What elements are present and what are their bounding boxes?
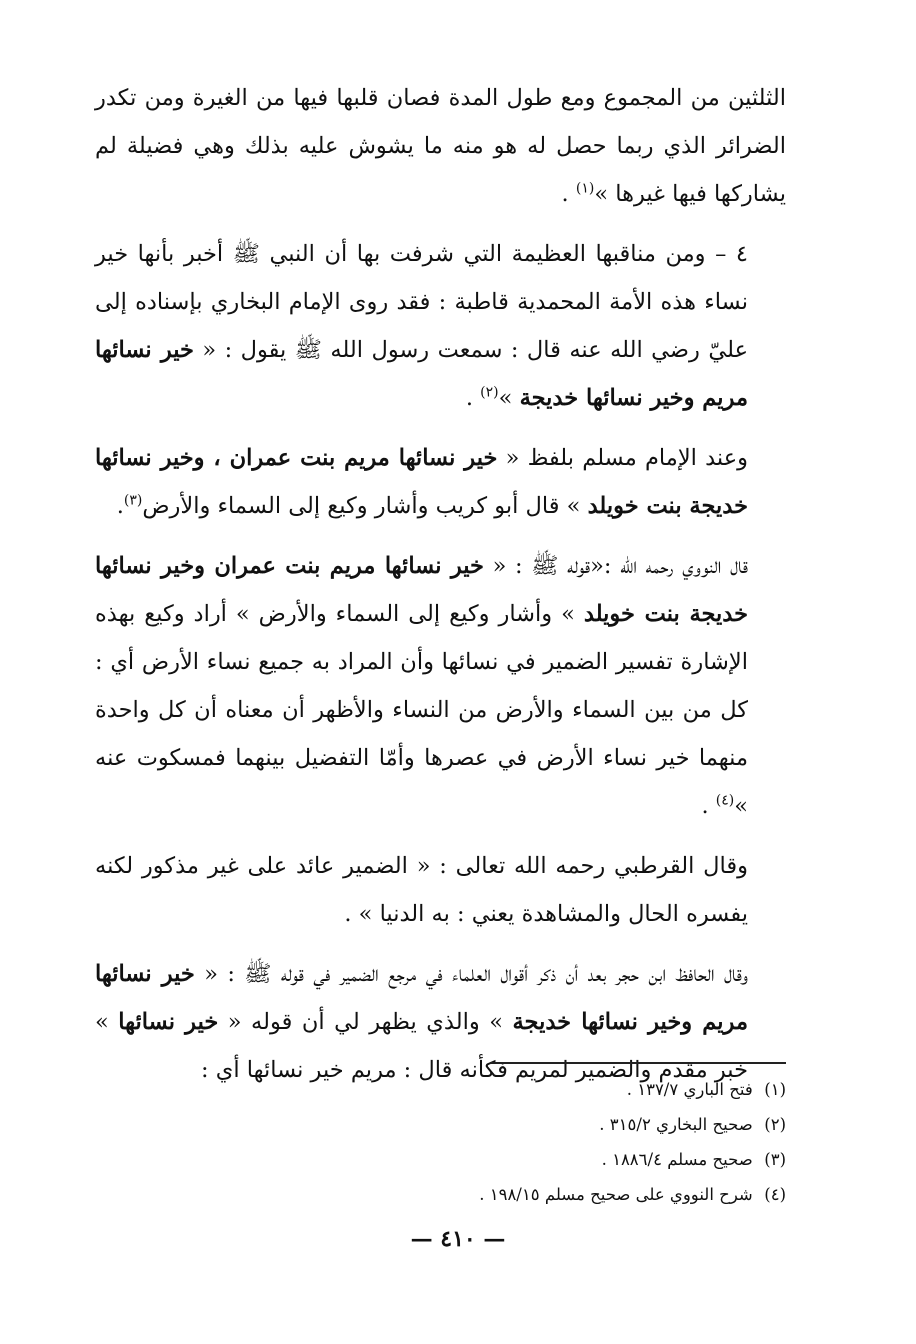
hadith-quote: خير نسائها مريم وخير نسائها خديجة (95, 961, 748, 1035)
text-run: . (701, 793, 716, 819)
footnote-text: صحيح مسلم ١٨٨٦/٤ . (601, 1150, 753, 1169)
footnote-1 (400, 1072, 786, 1107)
page-body (95, 74, 786, 1094)
footnote-3 (400, 1142, 786, 1177)
hadith-quote: خير نسائها مريم وخير نسائها خديجة (95, 337, 748, 411)
page-number: — ٤١٠ — (410, 1226, 506, 1252)
text-run: » والذي يظهر لي أن قوله « (218, 1009, 513, 1035)
text-run: وعند الإمام مسلم بلفظ « (497, 445, 748, 471)
footnote-text: شرح النووي على صحيح مسلم ١٩٨/١٥ . (479, 1185, 753, 1204)
text-run: » (498, 385, 520, 411)
footnote-reference: (٤) (715, 792, 735, 809)
paragraph-muslim-narration (95, 434, 786, 530)
text-run: ٤ – ومن مناقبها العظيمة التي شرفت بها أن النبي ﷺ أخبر بأنها خير نساء هذه الأمة المحمدية قاطبة : فقد روى الإمام البخاري بإسناده إلى عليّ رضي الله عنه قال : سمعت رسول الله ﷺ يقول : « (95, 241, 748, 363)
hadith-quote: خير نسائها مريم بنت عمران وخير نسائها خديجة بنت خويلد (95, 553, 749, 627)
text-run: . (561, 181, 576, 207)
text-run: . (465, 385, 481, 411)
footnote-number: (١) (764, 1080, 786, 1099)
paragraph-merit-4 (95, 230, 786, 422)
footnote-separator (490, 1062, 786, 1064)
text-run: وقال الحافظ ابن حجر بعد أن ذكر أقوال العلماء في مرجع الضمير في قوله ﷺ : « (194, 961, 748, 987)
text-run: . (116, 493, 124, 519)
text-run: » قال أبو كريب وأشار وكيع إلى السماء والأرض (142, 493, 588, 519)
text-run: » خبر مقدم والضمير لمريم فكأنه قال : مريم خير نسائها أي : (95, 1009, 748, 1083)
footnote-reference: (١) (575, 180, 595, 197)
footnote-reference: (٢) (480, 384, 499, 401)
hadith-quote: خير نسائها مريم بنت عمران ، وخير نسائها خديجة بنت خويلد (95, 445, 748, 519)
footnote-2 (400, 1107, 786, 1142)
footnote-number: (٣) (764, 1150, 786, 1169)
paragraph-continuation (95, 74, 786, 218)
paragraph-qurtubi-commentary (95, 842, 786, 938)
footnote-text: صحيح البخاري ٣١٥/٢ . (599, 1115, 753, 1134)
footnote-number: (٢) (764, 1115, 786, 1134)
text-run: قال النووي رحمه الله :«قوله ﷺ : « (483, 553, 749, 579)
footnotes (400, 1072, 786, 1212)
text-run: » وأشار وكيع إلى السماء والأرض » أراد وكيع بهذه الإشارة تفسير الضمير في نسائها وأن المراد به جميع نساء الأرض أي : كل من بين السماء والأرض من النساء والأظهر أن معناه أن كل واحدة منهما خير نساء الأرض في عصرها وأمّا التفضيل بينهما فمسكوت عنه » (95, 601, 748, 819)
paragraph-nawawi-commentary (95, 542, 786, 830)
footnote-4 (400, 1177, 786, 1212)
footnote-text: فتح الباري ١٣٧/٧ . (626, 1080, 753, 1099)
hadith-quote: خير نسائها (118, 1009, 219, 1035)
footnote-reference: (٣) (123, 492, 143, 509)
text-run: الثلثين من المجموع ومع طول المدة فصان قلبها فيها من الغيرة ومن تكدر الضرائر الذي ربما حصل له هو منه ما يشوش عليه بذلك وهي فضيلة لم يشاركها فيها غيرها » (95, 85, 786, 207)
footnote-number: (٤) (764, 1185, 786, 1204)
text-run: وقال القرطبي رحمه الله تعالى : « الضمير عائد على غير مذكور لكنه يفسره الحال والمشاهدة يعني : به الدنيا » . (95, 853, 748, 927)
